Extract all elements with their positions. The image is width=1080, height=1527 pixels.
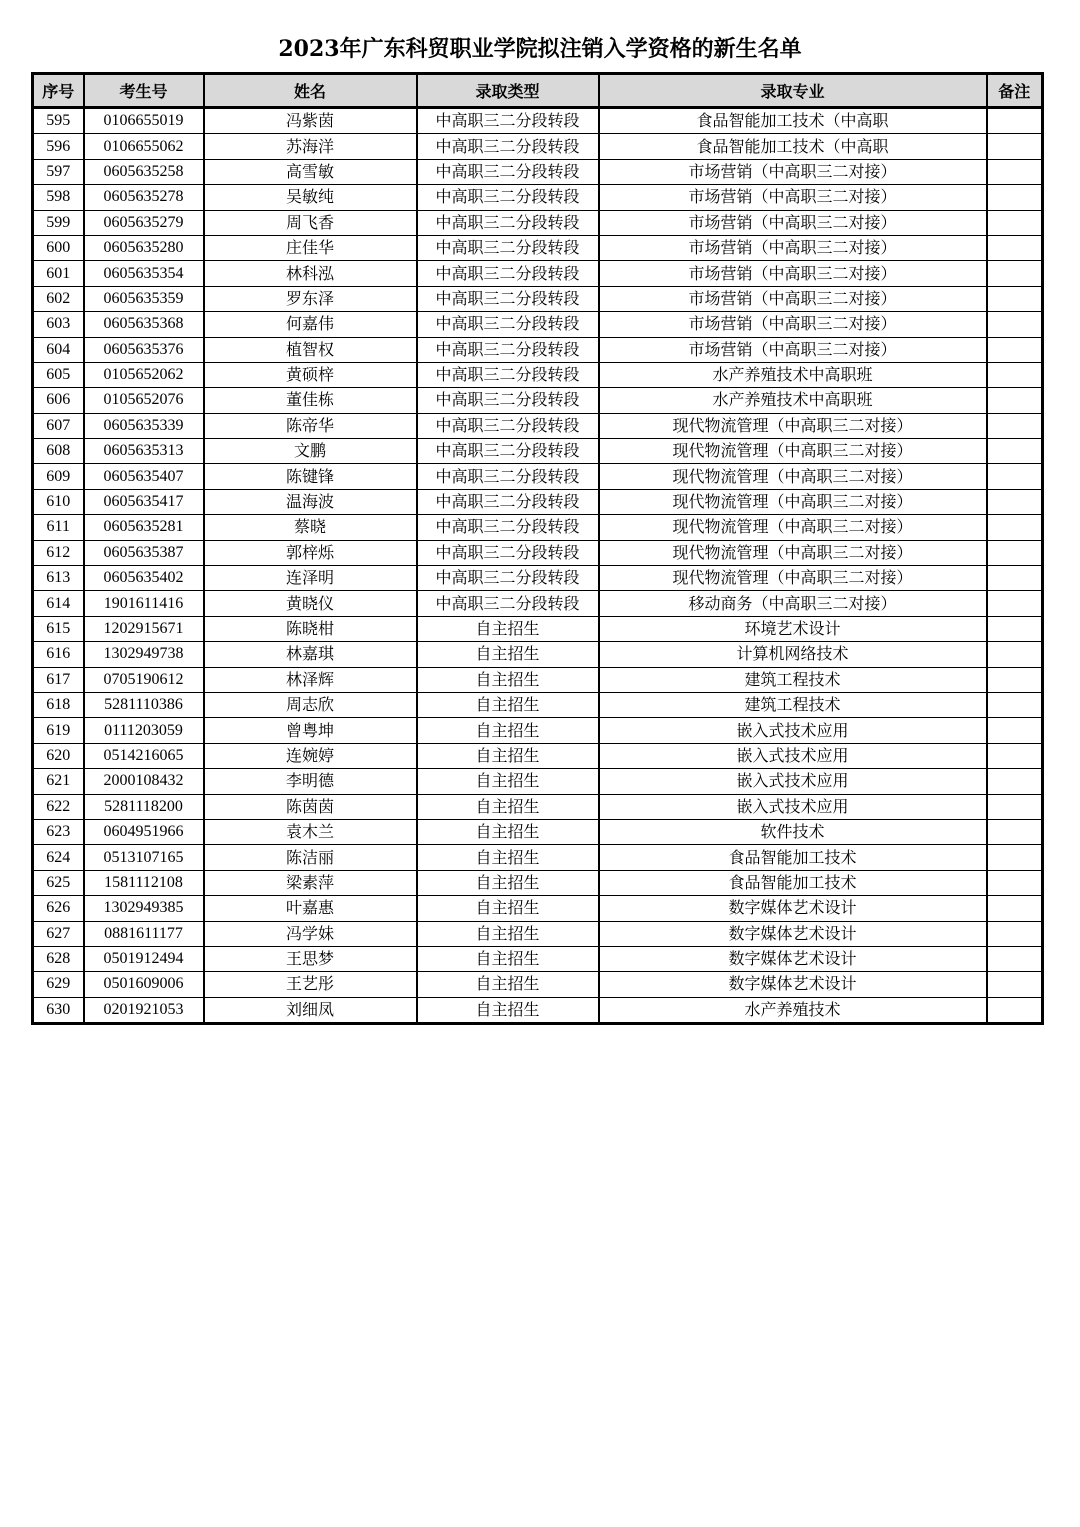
table-row — [33, 159, 1043, 184]
admission-type-cell: 中高职三二分段转段 — [417, 515, 599, 540]
name-cell: 董佳栋 — [204, 388, 417, 413]
admitted-major-cell: 市场营销（中高职三二对接） — [599, 210, 987, 235]
name-cell: 郭梓烁 — [204, 540, 417, 565]
admission-type-cell: 自主招生 — [417, 845, 599, 870]
admission-cancellation-table — [31, 72, 1044, 1025]
admission-type-cell: 自主招生 — [417, 946, 599, 971]
remarks-cell — [987, 692, 1043, 717]
table-row — [33, 616, 1043, 641]
candidate-number-cell: 5281118200 — [84, 794, 204, 819]
admitted-major-cell: 计算机网络技术 — [599, 642, 987, 667]
admitted-major-cell: 食品智能加工技术 — [599, 845, 987, 870]
table-row — [33, 819, 1043, 844]
header-name: 姓名 — [204, 74, 417, 108]
serial-number-cell: 599 — [33, 210, 84, 235]
name-cell: 周志欣 — [204, 692, 417, 717]
table-row — [33, 566, 1043, 591]
name-cell: 高雪敏 — [204, 159, 417, 184]
remarks-cell — [987, 794, 1043, 819]
remarks-cell — [987, 540, 1043, 565]
admission-type-cell: 自主招生 — [417, 794, 599, 819]
name-cell: 黄晓仪 — [204, 591, 417, 616]
serial-number-cell: 612 — [33, 540, 84, 565]
header-row — [33, 74, 1043, 108]
admission-type-cell: 中高职三二分段转段 — [417, 540, 599, 565]
serial-number-cell: 598 — [33, 185, 84, 210]
admission-type-cell: 中高职三二分段转段 — [417, 489, 599, 514]
remarks-cell — [987, 718, 1043, 743]
candidate-number-cell: 0111203059 — [84, 718, 204, 743]
remarks-cell — [987, 743, 1043, 768]
admission-type-cell: 中高职三二分段转段 — [417, 312, 599, 337]
candidate-number-cell: 0106655062 — [84, 134, 204, 159]
admission-type-cell: 中高职三二分段转段 — [417, 235, 599, 260]
serial-number-cell: 611 — [33, 515, 84, 540]
table-row — [33, 413, 1043, 438]
serial-number-cell: 608 — [33, 439, 84, 464]
admitted-major-cell: 数字媒体艺术设计 — [599, 921, 987, 946]
name-cell: 陈洁丽 — [204, 845, 417, 870]
table-row — [33, 108, 1043, 134]
name-cell: 刘细凤 — [204, 997, 417, 1023]
admitted-major-cell: 市场营销（中高职三二对接） — [599, 235, 987, 260]
serial-number-cell: 595 — [33, 108, 84, 134]
remarks-cell — [987, 108, 1043, 134]
remarks-cell — [987, 870, 1043, 895]
candidate-number-cell: 0605635387 — [84, 540, 204, 565]
admitted-major-cell: 现代物流管理（中高职三二对接） — [599, 464, 987, 489]
name-cell: 袁木兰 — [204, 819, 417, 844]
remarks-cell — [987, 261, 1043, 286]
serial-number-cell: 605 — [33, 362, 84, 387]
remarks-cell — [987, 845, 1043, 870]
admission-type-cell: 自主招生 — [417, 997, 599, 1023]
table-row — [33, 845, 1043, 870]
remarks-cell — [987, 159, 1043, 184]
remarks-cell — [987, 896, 1043, 921]
serial-number-cell: 627 — [33, 921, 84, 946]
serial-number-cell: 625 — [33, 870, 84, 895]
name-cell: 曾粤坤 — [204, 718, 417, 743]
admission-type-cell: 中高职三二分段转段 — [417, 210, 599, 235]
admission-type-cell: 自主招生 — [417, 642, 599, 667]
table-row — [33, 388, 1043, 413]
header-admission-type: 录取类型 — [417, 74, 599, 108]
admitted-major-cell: 数字媒体艺术设计 — [599, 972, 987, 997]
remarks-cell — [987, 616, 1043, 641]
admission-type-cell: 自主招生 — [417, 616, 599, 641]
admitted-major-cell: 现代物流管理（中高职三二对接） — [599, 540, 987, 565]
candidate-number-cell: 0105652062 — [84, 362, 204, 387]
remarks-cell — [987, 312, 1043, 337]
admitted-major-cell: 嵌入式技术应用 — [599, 794, 987, 819]
table-row — [33, 896, 1043, 921]
name-cell: 何嘉伟 — [204, 312, 417, 337]
remarks-cell — [987, 921, 1043, 946]
admission-type-cell: 自主招生 — [417, 769, 599, 794]
table-row — [33, 261, 1043, 286]
admitted-major-cell: 建筑工程技术 — [599, 692, 987, 717]
header-admitted-major: 录取专业 — [599, 74, 987, 108]
admission-type-cell: 中高职三二分段转段 — [417, 286, 599, 311]
candidate-number-cell: 0605635354 — [84, 261, 204, 286]
remarks-cell — [987, 388, 1043, 413]
candidate-number-cell: 0881611177 — [84, 921, 204, 946]
serial-number-cell: 597 — [33, 159, 84, 184]
candidate-number-cell: 0605635313 — [84, 439, 204, 464]
admission-type-cell: 自主招生 — [417, 692, 599, 717]
admission-type-cell: 自主招生 — [417, 896, 599, 921]
serial-number-cell: 622 — [33, 794, 84, 819]
table-row — [33, 337, 1043, 362]
table-row — [33, 692, 1043, 717]
name-cell: 黄硕梓 — [204, 362, 417, 387]
serial-number-cell: 626 — [33, 896, 84, 921]
serial-number-cell: 617 — [33, 667, 84, 692]
candidate-number-cell: 0105652076 — [84, 388, 204, 413]
table-row — [33, 667, 1043, 692]
candidate-number-cell: 0605635359 — [84, 286, 204, 311]
remarks-cell — [987, 972, 1043, 997]
serial-number-cell: 613 — [33, 566, 84, 591]
candidate-number-cell: 0605635278 — [84, 185, 204, 210]
serial-number-cell: 624 — [33, 845, 84, 870]
serial-number-cell: 604 — [33, 337, 84, 362]
table-row — [33, 972, 1043, 997]
serial-number-cell: 601 — [33, 261, 84, 286]
name-cell: 陈帝华 — [204, 413, 417, 438]
candidate-number-cell: 0605635339 — [84, 413, 204, 438]
name-cell: 苏海洋 — [204, 134, 417, 159]
name-cell: 吴敏纯 — [204, 185, 417, 210]
name-cell: 庄佳华 — [204, 235, 417, 260]
candidate-number-cell: 0605635402 — [84, 566, 204, 591]
serial-number-cell: 600 — [33, 235, 84, 260]
remarks-cell — [987, 134, 1043, 159]
serial-number-cell: 609 — [33, 464, 84, 489]
admitted-major-cell: 数字媒体艺术设计 — [599, 896, 987, 921]
name-cell: 陈茵茵 — [204, 794, 417, 819]
name-cell: 叶嘉惠 — [204, 896, 417, 921]
serial-number-cell: 614 — [33, 591, 84, 616]
admitted-major-cell: 水产养殖技术中高职班 — [599, 362, 987, 387]
admission-type-cell: 中高职三二分段转段 — [417, 134, 599, 159]
admitted-major-cell: 水产养殖技术 — [599, 997, 987, 1023]
name-cell: 李明德 — [204, 769, 417, 794]
serial-number-cell: 630 — [33, 997, 84, 1023]
admission-type-cell: 中高职三二分段转段 — [417, 337, 599, 362]
admitted-major-cell: 嵌入式技术应用 — [599, 718, 987, 743]
remarks-cell — [987, 185, 1043, 210]
serial-number-cell: 629 — [33, 972, 84, 997]
admission-type-cell: 自主招生 — [417, 819, 599, 844]
table-row — [33, 642, 1043, 667]
remarks-cell — [987, 997, 1043, 1023]
header-serial-number: 序号 — [33, 74, 84, 108]
name-cell: 陈晓柑 — [204, 616, 417, 641]
name-cell: 连泽明 — [204, 566, 417, 591]
remarks-cell — [987, 210, 1043, 235]
candidate-number-cell: 0501912494 — [84, 946, 204, 971]
admitted-major-cell: 现代物流管理（中高职三二对接） — [599, 439, 987, 464]
serial-number-cell: 616 — [33, 642, 84, 667]
table-row — [33, 439, 1043, 464]
serial-number-cell: 596 — [33, 134, 84, 159]
name-cell: 陈键锋 — [204, 464, 417, 489]
admitted-major-cell: 嵌入式技术应用 — [599, 769, 987, 794]
candidate-number-cell: 0514216065 — [84, 743, 204, 768]
name-cell: 冯学妹 — [204, 921, 417, 946]
name-cell: 王思梦 — [204, 946, 417, 971]
admission-type-cell: 中高职三二分段转段 — [417, 108, 599, 134]
admitted-major-cell: 现代物流管理（中高职三二对接） — [599, 489, 987, 514]
serial-number-cell: 602 — [33, 286, 84, 311]
candidate-number-cell: 1901611416 — [84, 591, 204, 616]
remarks-cell — [987, 946, 1043, 971]
table-row — [33, 235, 1043, 260]
remarks-cell — [987, 439, 1043, 464]
candidate-number-cell: 0201921053 — [84, 997, 204, 1023]
remarks-cell — [987, 769, 1043, 794]
candidate-number-cell: 5281110386 — [84, 692, 204, 717]
admitted-major-cell: 市场营销（中高职三二对接） — [599, 312, 987, 337]
serial-number-cell: 620 — [33, 743, 84, 768]
admitted-major-cell: 市场营销（中高职三二对接） — [599, 185, 987, 210]
admitted-major-cell: 食品智能加工技术 — [599, 870, 987, 895]
table-row — [33, 921, 1043, 946]
table-row — [33, 946, 1043, 971]
serial-number-cell: 610 — [33, 489, 84, 514]
admitted-major-cell: 环境艺术设计 — [599, 616, 987, 641]
serial-number-cell: 618 — [33, 692, 84, 717]
table-row — [33, 540, 1043, 565]
name-cell: 温海波 — [204, 489, 417, 514]
admission-type-cell: 自主招生 — [417, 870, 599, 895]
admitted-major-cell: 现代物流管理（中高职三二对接） — [599, 566, 987, 591]
admission-type-cell: 中高职三二分段转段 — [417, 591, 599, 616]
candidate-number-cell: 0106655019 — [84, 108, 204, 134]
remarks-cell — [987, 413, 1043, 438]
table-row — [33, 185, 1043, 210]
header-candidate-number: 考生号 — [84, 74, 204, 108]
name-cell: 文鹏 — [204, 439, 417, 464]
candidate-number-cell: 0705190612 — [84, 667, 204, 692]
candidate-number-cell: 0501609006 — [84, 972, 204, 997]
admission-type-cell: 中高职三二分段转段 — [417, 464, 599, 489]
remarks-cell — [987, 667, 1043, 692]
name-cell: 冯紫茵 — [204, 108, 417, 134]
name-cell: 林泽辉 — [204, 667, 417, 692]
table-row — [33, 591, 1043, 616]
table-row — [33, 718, 1043, 743]
admission-type-cell: 中高职三二分段转段 — [417, 566, 599, 591]
table-row — [33, 286, 1043, 311]
admission-type-cell: 中高职三二分段转段 — [417, 261, 599, 286]
candidate-number-cell: 0605635368 — [84, 312, 204, 337]
remarks-cell — [987, 337, 1043, 362]
table-row — [33, 769, 1043, 794]
admitted-major-cell: 食品智能加工技术（中高职 — [599, 134, 987, 159]
page-title: 2023年广东科贸职业学院拟注销入学资格的新生名单 — [278, 36, 802, 62]
remarks-cell — [987, 235, 1043, 260]
table-row — [33, 794, 1043, 819]
admission-type-cell: 中高职三二分段转段 — [417, 413, 599, 438]
serial-number-cell: 615 — [33, 616, 84, 641]
table-row — [33, 362, 1043, 387]
admitted-major-cell: 市场营销（中高职三二对接） — [599, 159, 987, 184]
serial-number-cell: 603 — [33, 312, 84, 337]
serial-number-cell: 606 — [33, 388, 84, 413]
candidate-number-cell: 0604951966 — [84, 819, 204, 844]
serial-number-cell: 623 — [33, 819, 84, 844]
candidate-number-cell: 0605635258 — [84, 159, 204, 184]
candidate-number-cell: 0605635376 — [84, 337, 204, 362]
candidate-number-cell: 1302949738 — [84, 642, 204, 667]
candidate-number-cell: 2000108432 — [84, 769, 204, 794]
admitted-major-cell: 建筑工程技术 — [599, 667, 987, 692]
name-cell: 罗东泽 — [204, 286, 417, 311]
admitted-major-cell: 数字媒体艺术设计 — [599, 946, 987, 971]
serial-number-cell: 607 — [33, 413, 84, 438]
admission-type-cell: 中高职三二分段转段 — [417, 388, 599, 413]
candidate-number-cell: 1581112108 — [84, 870, 204, 895]
candidate-number-cell: 0605635279 — [84, 210, 204, 235]
remarks-cell — [987, 286, 1043, 311]
table-row — [33, 134, 1043, 159]
admission-type-cell: 自主招生 — [417, 972, 599, 997]
name-cell: 梁素萍 — [204, 870, 417, 895]
table-row — [33, 743, 1043, 768]
name-cell: 王艺彤 — [204, 972, 417, 997]
candidate-number-cell: 0605635281 — [84, 515, 204, 540]
table-row — [33, 870, 1043, 895]
remarks-cell — [987, 464, 1043, 489]
remarks-cell — [987, 591, 1043, 616]
serial-number-cell: 628 — [33, 946, 84, 971]
admission-type-cell: 自主招生 — [417, 921, 599, 946]
admitted-major-cell: 移动商务（中高职三二对接） — [599, 591, 987, 616]
admitted-major-cell: 市场营销（中高职三二对接） — [599, 337, 987, 362]
admitted-major-cell: 食品智能加工技术（中高职 — [599, 108, 987, 134]
serial-number-cell: 621 — [33, 769, 84, 794]
remarks-cell — [987, 642, 1043, 667]
admission-type-cell: 自主招生 — [417, 718, 599, 743]
admission-type-cell: 中高职三二分段转段 — [417, 362, 599, 387]
admission-type-cell: 中高职三二分段转段 — [417, 159, 599, 184]
admission-type-cell: 中高职三二分段转段 — [417, 185, 599, 210]
admitted-major-cell: 水产养殖技术中高职班 — [599, 388, 987, 413]
candidate-number-cell: 0513107165 — [84, 845, 204, 870]
admitted-major-cell: 市场营销（中高职三二对接） — [599, 261, 987, 286]
name-cell: 林科泓 — [204, 261, 417, 286]
admitted-major-cell: 软件技术 — [599, 819, 987, 844]
candidate-number-cell: 0605635280 — [84, 235, 204, 260]
name-cell: 蔡晓 — [204, 515, 417, 540]
admitted-major-cell: 现代物流管理（中高职三二对接） — [599, 515, 987, 540]
table-body — [33, 108, 1043, 1024]
remarks-cell — [987, 566, 1043, 591]
table-row — [33, 312, 1043, 337]
candidate-number-cell: 1202915671 — [84, 616, 204, 641]
admission-type-cell: 自主招生 — [417, 667, 599, 692]
name-cell: 连婉婷 — [204, 743, 417, 768]
table-row — [33, 489, 1043, 514]
admitted-major-cell: 嵌入式技术应用 — [599, 743, 987, 768]
admitted-major-cell: 市场营销（中高职三二对接） — [599, 286, 987, 311]
table-row — [33, 210, 1043, 235]
remarks-cell — [987, 489, 1043, 514]
name-cell: 林嘉琪 — [204, 642, 417, 667]
remarks-cell — [987, 819, 1043, 844]
header-remarks: 备注 — [987, 74, 1043, 108]
admission-type-cell: 自主招生 — [417, 743, 599, 768]
table-row — [33, 997, 1043, 1023]
remarks-cell — [987, 515, 1043, 540]
candidate-number-cell: 0605635407 — [84, 464, 204, 489]
candidate-number-cell: 0605635417 — [84, 489, 204, 514]
table-row — [33, 464, 1043, 489]
admitted-major-cell: 现代物流管理（中高职三二对接） — [599, 413, 987, 438]
candidate-number-cell: 1302949385 — [84, 896, 204, 921]
name-cell: 植智权 — [204, 337, 417, 362]
table-row — [33, 515, 1043, 540]
remarks-cell — [987, 362, 1043, 387]
serial-number-cell: 619 — [33, 718, 84, 743]
admission-type-cell: 中高职三二分段转段 — [417, 439, 599, 464]
name-cell: 周飞香 — [204, 210, 417, 235]
